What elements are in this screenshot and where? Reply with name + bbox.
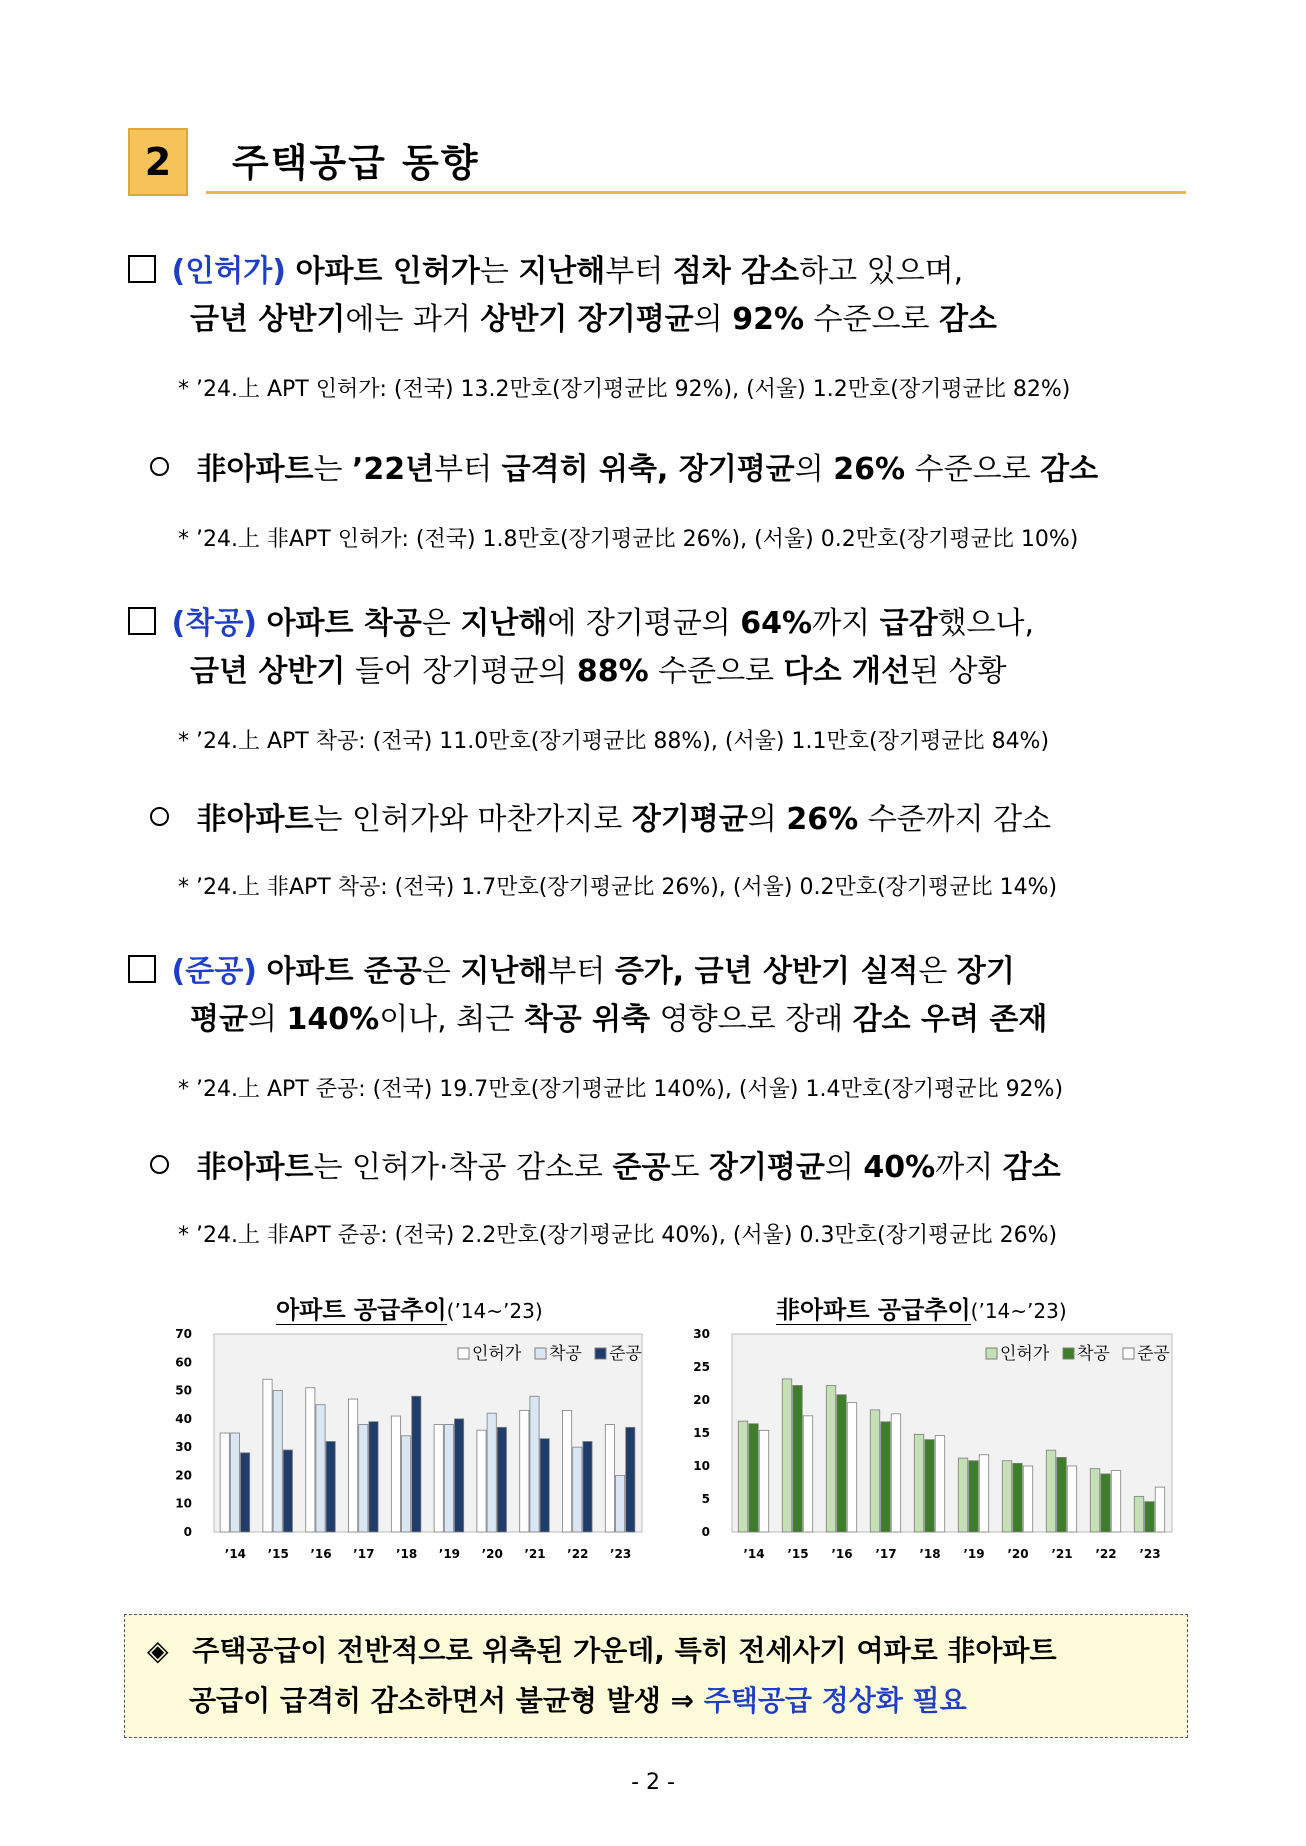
text-run: 상반기 장기평균 [480,302,694,337]
bar-착공 [1145,1502,1154,1532]
text-run: 감소 우려 존재 [852,1002,1048,1037]
text-run: 의 [247,1002,287,1037]
bar-인허가 [782,1379,791,1532]
section-number: 2 [128,128,188,196]
x-tick-label: ’14 [743,1547,765,1561]
bar-인허가 [958,1458,967,1532]
text-run: 의 [693,302,733,337]
bar-준공 [1111,1471,1120,1532]
y-tick-label: 20 [175,1468,192,1483]
complete-sub [150,1144,1061,1192]
text-run: 아파트 인허가 [295,254,480,289]
bar-인허가 [434,1425,443,1532]
y-tick-label: 50 [175,1383,192,1398]
text-run: 부터 [434,452,502,487]
bar-준공 [283,1450,292,1532]
text-run: 지난해 [460,606,548,641]
x-tick-label: ’14 [224,1547,247,1561]
bar-착공 [230,1433,239,1532]
x-tick-label: ’18 [919,1547,941,1561]
legend-swatch [535,1348,546,1359]
permit-sub [150,446,1098,494]
y-tick-label: 20 [693,1393,710,1407]
text-run: 준공 [612,1150,671,1185]
circle-bullet-icon [150,457,169,476]
y-tick-label: 10 [175,1496,192,1511]
y-tick-label: 5 [701,1492,710,1506]
legend-swatch [1123,1348,1134,1359]
y-tick-label: 30 [175,1440,192,1455]
start-tag: (착공) [171,606,257,641]
checkbox-square-icon [128,955,156,983]
text-run: 영향으로 장래 [650,1002,853,1037]
x-tick-label: ’20 [1007,1547,1029,1561]
bar-인허가 [826,1385,835,1532]
bar-인허가 [1046,1450,1055,1532]
text-run: 감소 [939,302,997,337]
bar-착공 [1057,1457,1066,1532]
bar-준공 [803,1416,812,1532]
nonapt-supply-chart [680,1322,1180,1562]
complete-line2-text [190,1002,1047,1037]
y-tick-label: 10 [693,1459,710,1473]
bar-준공 [369,1422,378,1532]
permit-line1 [295,254,963,289]
text-run: 는 인허가·착공 감소로 [313,1150,613,1185]
complete-line2 [190,996,1047,1044]
apt-chart-title-text: 아파트 공급추이 [276,1296,447,1324]
x-tick-label: ’23 [609,1547,632,1561]
text-run: 급감 [879,606,938,641]
x-tick-label: ’19 [963,1547,985,1561]
bar-인허가 [391,1416,400,1532]
text-run: 금년 상반기 [190,302,346,337]
bar-인허가 [563,1410,572,1532]
text-run: 에는 과거 [345,302,481,337]
text-run: 점차 감소 [672,254,800,289]
bar-착공 [444,1425,453,1532]
y-tick-label: 30 [693,1327,710,1341]
text-run: 이나, 최근 [379,1002,524,1037]
start-note: * ’24.上 APT 착공: (전국) 11.0만호(장기평균比 88%), (서울) 1.1만호(장기평균比 84%) [178,729,1050,754]
x-tick-label: ’21 [1051,1547,1073,1561]
summary-conclusion: 주택공급 정상화 필요 [703,1684,967,1717]
text-run: 지난해 [518,254,606,289]
text-run: 는 인허가와 마찬가지로 [313,802,632,837]
text-run: 들어 장기평균의 [345,654,577,689]
legend-label: 인허가 [1000,1344,1050,1364]
x-tick-label: ’23 [1139,1547,1161,1561]
bar-착공 [1101,1474,1110,1532]
x-tick-label: ’22 [567,1547,589,1561]
text-run: 의 [747,802,787,837]
bar-착공 [925,1440,934,1532]
permit-tag: (인허가) [171,254,286,289]
text-run: 은 [421,606,461,641]
legend-swatch [986,1348,997,1359]
apt-chart-title [276,1290,543,1325]
legend-label: 착공 [549,1344,582,1364]
bar-인허가 [349,1399,358,1532]
bar-착공 [749,1424,758,1532]
text-run: 까지 [812,606,880,641]
text-run: 수준으로 [905,452,1041,487]
text-run: 은 [918,954,957,989]
x-tick-label: ’18 [395,1547,418,1561]
bar-준공 [935,1436,944,1532]
bar-준공 [1023,1466,1032,1532]
text-run: 는 [479,254,519,289]
x-tick-label: ’22 [1095,1547,1117,1561]
bar-준공 [1155,1487,1164,1532]
permit-line2-text [190,302,997,337]
text-run: 된 상황 [910,654,1007,689]
summary-line2 [189,1679,967,1719]
circle-bullet-icon [150,807,169,826]
legend-swatch [458,1348,469,1359]
y-tick-label: 40 [175,1411,192,1426]
text-run: 140% [286,1002,380,1037]
bar-준공 [583,1441,592,1532]
text-run: 26% [786,802,859,837]
bar-착공 [487,1413,496,1532]
text-run: 감소 [1040,452,1099,487]
nonapt-chart-title [776,1290,1067,1325]
text-run: 88% [576,654,649,689]
legend-label: 준공 [1137,1344,1170,1364]
x-tick-label: ’19 [438,1547,461,1561]
text-run: 급격히 위축, 장기평균 [501,452,795,487]
text-run: 의 [824,1150,864,1185]
complete-sub-note: * ’24.上 非APT 준공: (전국) 2.2만호(장기평균比 40%), (서울) 0.3만호(장기평균比 26%) [178,1223,1058,1248]
start-sub-text [197,802,1052,837]
text-run: 도 [670,1150,709,1185]
legend-label: 준공 [609,1344,642,1364]
text-run: 하고 있으며, [799,254,964,289]
text-run: 은 [421,954,461,989]
apt-supply-chart [158,1322,650,1562]
diamond-bullet-icon: ◈ [147,1634,169,1667]
start-line2 [190,648,1007,696]
x-tick-label: ’20 [481,1547,503,1561]
bar-준공 [979,1455,988,1532]
text-run: 26% [833,452,906,487]
start-sub-note: * ’24.上 非APT 착공: (전국) 1.7만호(장기평균比 26%), (서울) 0.2만호(장기평균比 14%) [178,875,1058,900]
y-tick-label: 25 [693,1360,710,1374]
permit-line2 [190,296,997,344]
text-run: 수준으로 [648,654,784,689]
text-run: 부터 [547,954,615,989]
text-run: 수준까지 감소 [858,802,1052,837]
text-run: 금년 상반기 [190,654,346,689]
text-run: 장기평균 [708,1150,825,1185]
text-run: 非아파트 [196,1150,314,1185]
text-run: 까지 [935,1150,1003,1185]
start-line1 [266,606,1034,641]
bar-준공 [497,1427,506,1532]
x-tick-label: ’16 [310,1547,332,1561]
legend-swatch [1063,1348,1074,1359]
bar-인허가 [220,1433,229,1532]
bar-준공 [240,1453,249,1532]
text-run: 非아파트 [196,452,314,487]
permit-note: * ’24.上 APT 인허가: (전국) 13.2만호(장기평균比 92%), (서울) 1.2만호(장기평균比 82%) [178,377,1071,402]
text-run: 착공 위축 [523,1002,651,1037]
summary-line2-text: 공급이 급격히 감소하면서 불균형 발생 ⇒ [189,1684,704,1717]
complete-line1 [266,954,1014,989]
text-run: 아파트 착공 [266,606,422,641]
y-tick-label: 70 [175,1327,192,1341]
bar-인허가 [870,1410,879,1532]
bar-준공 [326,1441,335,1532]
bar-착공 [402,1436,411,1532]
bar-준공 [540,1439,549,1532]
text-run: 非아파트 [196,802,314,837]
y-tick-label: 0 [701,1525,710,1539]
bar-인허가 [520,1410,529,1532]
bar-착공 [793,1385,802,1532]
bar-인허가 [605,1425,614,1532]
bar-준공 [454,1419,463,1532]
bar-인허가 [477,1430,486,1532]
legend-label: 인허가 [472,1344,522,1364]
text-run: 에 장기평균의 [547,606,741,641]
permit-sub-note: * ’24.上 非APT 인허가: (전국) 1.8만호(장기평균比 26%), (서울) 0.2만호(장기평균比 10%) [178,527,1079,552]
x-tick-label: ’17 [353,1547,375,1561]
start-line2-text [190,654,1007,689]
text-run: 수준으로 [804,302,940,337]
bar-착공 [359,1425,368,1532]
bar-착공 [573,1447,582,1532]
text-run: 다소 개선 [783,654,911,689]
text-run: 는 [313,452,353,487]
bar-인허가 [738,1421,747,1532]
text-run: 64% [740,606,813,641]
text-run: 40% [863,1150,936,1185]
circle-bullet-icon [150,1155,169,1174]
bar-착공 [881,1422,890,1532]
complete-tag: (준공) [171,954,257,989]
start-heading [128,600,1034,648]
text-run: 92% [732,302,805,337]
text-run: ’22년 [352,452,435,487]
nonapt-chart-title-text: 非아파트 공급추이 [776,1296,971,1324]
bar-착공 [1013,1463,1022,1532]
bar-착공 [316,1405,325,1532]
bar-준공 [891,1414,900,1532]
bar-인허가 [1134,1496,1143,1532]
x-tick-label: ’15 [787,1547,809,1561]
bar-인허가 [1090,1469,1099,1532]
text-run: 부터 [605,254,673,289]
bar-인허가 [914,1434,923,1532]
text-run: 장기 [956,954,1015,989]
legend-label: 착공 [1077,1344,1110,1364]
text-run: 지난해 [460,954,548,989]
y-tick-label: 15 [693,1426,710,1440]
bar-착공 [837,1395,846,1532]
permit-sub-text [197,452,1099,487]
apt-chart-subtitle: (’14~’23) [446,1299,543,1323]
section-title: 주택공급 동향 [232,141,480,185]
text-run: 아파트 준공 [266,954,422,989]
complete-heading [128,948,1015,996]
bar-준공 [626,1427,635,1532]
x-tick-label: ’21 [524,1547,546,1561]
bar-준공 [759,1430,768,1532]
legend-swatch [595,1348,606,1359]
text-run: 의 [794,452,834,487]
complete-sub-text [197,1150,1061,1185]
bar-준공 [1067,1466,1076,1532]
permit-heading [128,248,963,296]
nonapt-chart-subtitle: (’14~’23) [970,1299,1067,1323]
page-number: - 2 - [631,1770,675,1795]
bar-착공 [616,1475,625,1532]
x-tick-label: ’15 [267,1547,289,1561]
bar-착공 [273,1391,282,1532]
bar-인허가 [263,1379,272,1532]
bar-인허가 [306,1388,315,1532]
summary-box [124,1614,1188,1738]
checkbox-square-icon [128,607,156,635]
bar-준공 [847,1403,856,1532]
bar-착공 [969,1461,978,1532]
y-tick-label: 60 [175,1355,192,1370]
summary-line1-text: 주택공급이 전반적으로 위축된 가운데, 특히 전세사기 여파로 非아파트 [192,1634,1057,1667]
summary-line1 [147,1629,1057,1669]
y-tick-label: 0 [183,1525,192,1539]
text-run: 장기평균 [631,802,748,837]
start-sub [150,796,1051,844]
x-tick-label: ’17 [875,1547,897,1561]
checkbox-square-icon [128,255,156,283]
text-run: 증가, 금년 상반기 실적 [614,954,919,989]
bar-인허가 [1002,1461,1011,1532]
x-tick-label: ’16 [831,1547,853,1561]
text-run: 했으나, [937,606,1035,641]
text-run: 감소 [1002,1150,1061,1185]
bar-착공 [530,1396,539,1532]
complete-note: * ’24.上 APT 준공: (전국) 19.7만호(장기평균比 140%), (서울) 1.4만호(장기평균比 92%) [178,1077,1064,1102]
section-underline [206,191,1186,194]
bar-준공 [412,1396,421,1532]
text-run: 평균 [190,1002,248,1037]
